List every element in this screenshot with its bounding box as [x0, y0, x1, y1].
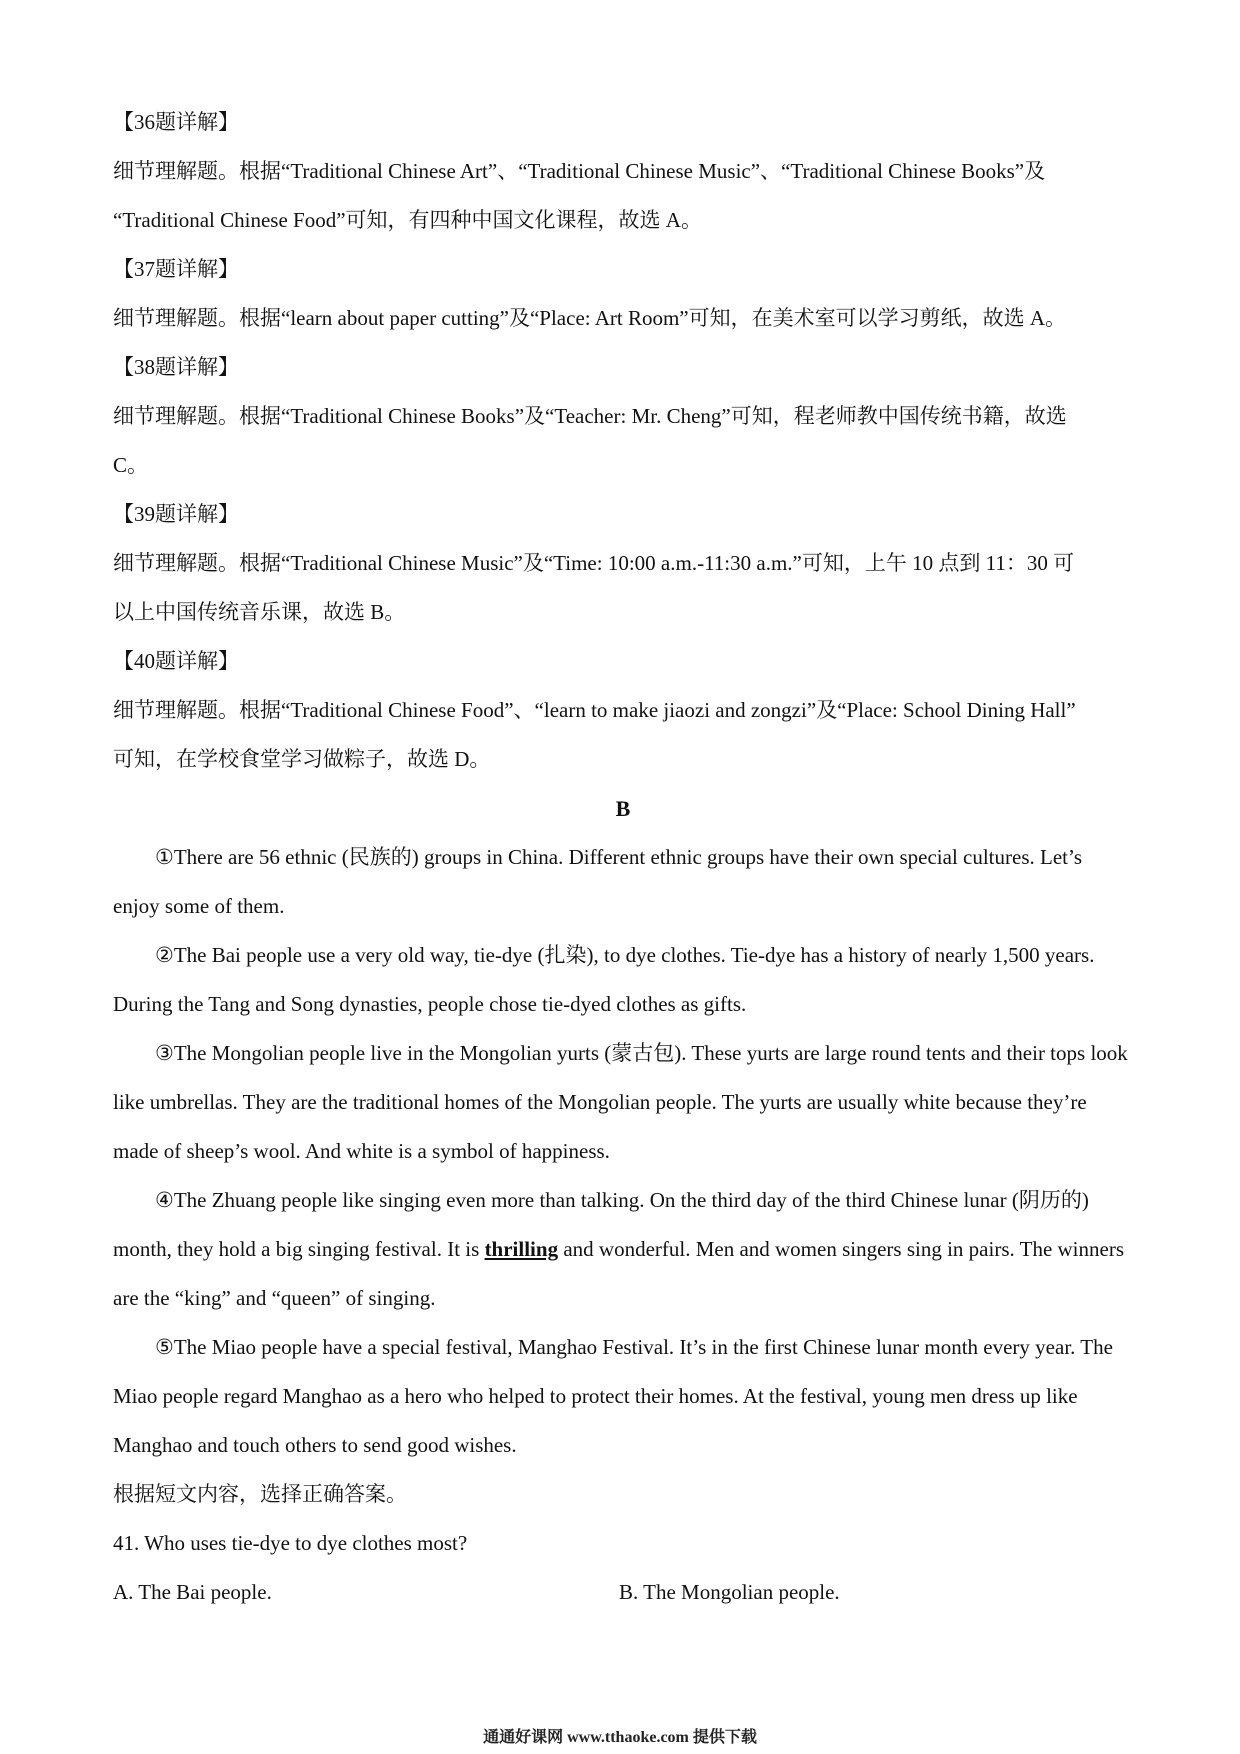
emphasized-word: thrilling [484, 1237, 559, 1261]
passage-paragraph-4-start: ④The Zhuang people like singing even more than talking. On the third day of the third Chinese lunar (阴历的) month, they hold a big singing festival. It is [113, 1188, 1089, 1261]
passage-paragraph-3: ③The Mongolian people live in the Mongolian yurts (蒙古包). These yurts are large round tents and their tops look like umbrellas. They are the traditional homes of the Mongolian people. The yurts are usually white because they’re made of sheep’s wool. And white is a symbol of happiness. [113, 1041, 1128, 1163]
passage-paragraph-4 [113, 1176, 1133, 1323]
explanation-39-heading: 【39题详解】 [113, 502, 239, 526]
passage-paragraph-1: ①There are 56 ethnic (民族的) groups in China. Different ethnic groups have their own special cultures. Let’s enjoy some of them. [113, 845, 1082, 918]
question-instruction: 根据短文内容，选择正确答案。 [113, 1482, 407, 1506]
explanation-40-line-2: 可知，在学校食堂学习做粽子，故选 D。 [113, 747, 491, 771]
explanation-37-line-1: 细节理解题。根据“learn about paper cutting”及“Place: Art Room”可知，在美术室可以学习剪纸，故选 A。 [113, 306, 1067, 330]
option-b: B. The Mongolian people. [619, 1580, 840, 1604]
explanation-36-line-1: 细节理解题。根据“Traditional Chinese Art”、“Traditional Chinese Music”、“Traditional Chinese Books”及 [113, 159, 1046, 183]
passage-paragraph-5: ⑤The Miao people have a special festival, Manghao Festival. It’s in the first Chinese lunar month every year. The Miao people regard Manghao as a hero who helped to protect their homes. At the festival, young men dress up like Manghao and touch others to send good wishes. [113, 1335, 1113, 1457]
explanation-40-heading: 【40题详解】 [113, 649, 239, 673]
explanation-39-line-2: 以上中国传统音乐课，故选 B。 [113, 600, 406, 624]
passage-paragraph-4-end: and wonderful. Men and women singers sing in pairs. The winners are the “king” and “queen” of singing. [113, 1237, 1125, 1310]
explanation-39-line-1: 细节理解题。根据“Traditional Chinese Music”及“Time: 10:00 a.m.-11:30 a.m.”可知，上午 10 点到 11：30 可 [113, 551, 1075, 575]
question-41-options [113, 1568, 1133, 1617]
explanation-38-heading: 【38题详解】 [113, 355, 239, 379]
explanation-38-line-2: C。 [113, 453, 149, 477]
question-41-stem: 41. Who uses tie-dye to dye clothes most? [113, 1531, 468, 1555]
explanation-40-line-1: 细节理解题。根据“Traditional Chinese Food”、“learn to make jiaozi and zongzi”及“Place: School Dining Hall” [113, 698, 1076, 722]
explanation-38-line-1: 细节理解题。根据“Traditional Chinese Books”及“Teacher: Mr. Cheng”可知，程老师教中国传统书籍，故选 [113, 404, 1067, 428]
explanation-36-line-2: “Traditional Chinese Food”可知，有四种中国文化课程，故选 A。 [113, 208, 702, 232]
passage-title: B [615, 796, 631, 821]
option-a: A. The Bai people. [113, 1580, 272, 1604]
passage-paragraph-2: ②The Bai people use a very old way, tie-dye (扎染), to dye clothes. Tie-dye has a history of nearly 1,500 years. During the Tang and Song dynasties, people chose tie-dyed clothes as gifts. [113, 943, 1095, 1016]
page-footer: 通通好课网 www.tthaoke.com 提供下载 [483, 1729, 757, 1746]
page-content [113, 98, 1133, 1617]
explanation-36-heading: 【36题详解】 [113, 110, 239, 134]
explanation-37-heading: 【37题详解】 [113, 257, 239, 281]
